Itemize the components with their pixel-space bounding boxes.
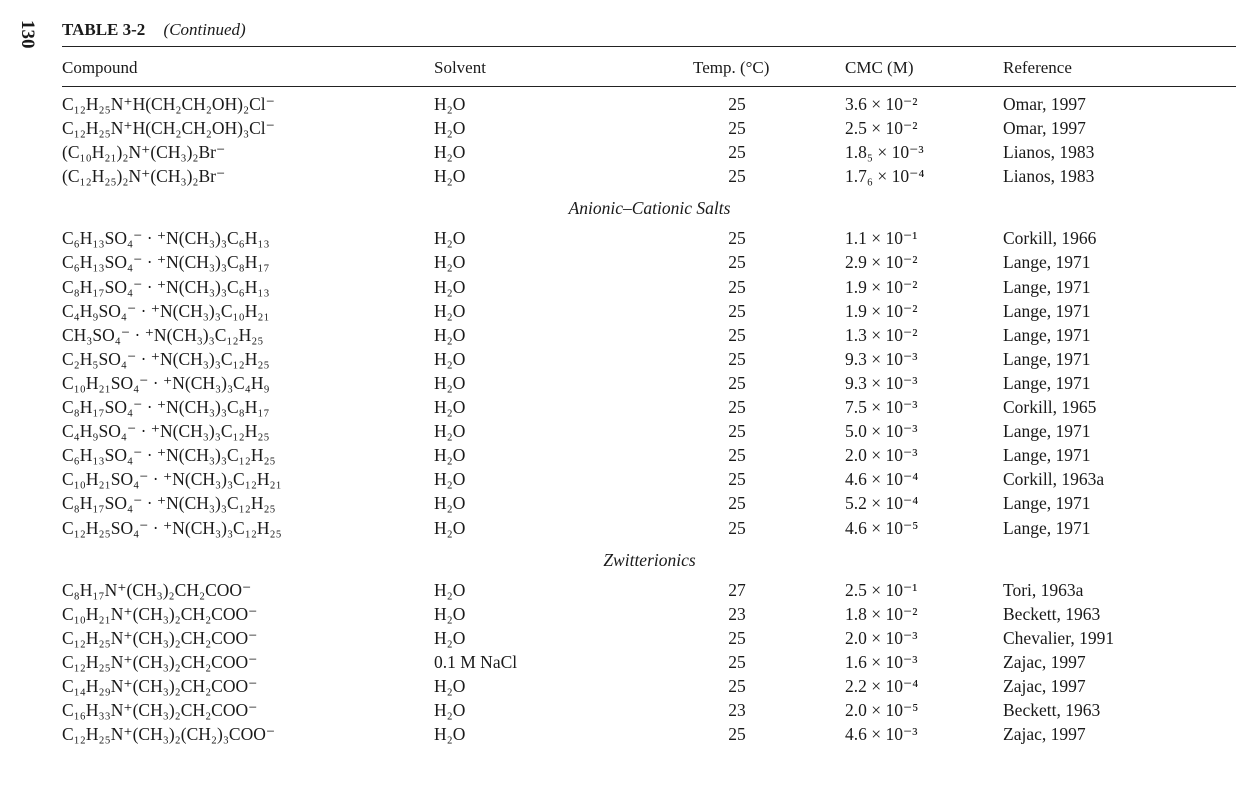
compound-cell: C₁₂H₂₅N⁺H(CH₂CH₂OH)₂Cl⁻	[62, 94, 275, 114]
cmc-cell: 9.3 × 10⁻³	[845, 372, 918, 393]
reference-cell: Lange, 1971	[1003, 276, 1091, 297]
cmc-cell: 2.0 × 10⁻³	[845, 445, 918, 466]
reference-cell: Tori, 1963a	[1003, 579, 1084, 600]
cmc-cell: 4.6 × 10⁻⁵	[845, 517, 919, 538]
solvent-cell: H₂O	[434, 348, 466, 369]
solvent-cell: H₂O	[434, 579, 466, 600]
compound-cell: C₈H₁₇N⁺(CH₃)₂CH₂COO⁻	[62, 579, 252, 600]
compound-cell: C₁₀H₂₁SO₄⁻ · ⁺N(CH₃)₃C₁₂H₂₁	[62, 469, 282, 490]
temp-cell: 25	[728, 166, 746, 187]
cmc-cell: 2.0 × 10⁻³	[845, 627, 918, 648]
table-row	[0, 323, 1259, 347]
table-row	[0, 602, 1259, 626]
compound-cell: C₄H₉SO₄⁻ · ⁺N(CH₃)₃C₁₀H₂₁	[62, 300, 270, 321]
temp-cell: 25	[728, 469, 746, 490]
solvent-cell: H₂O	[434, 118, 466, 139]
table-row	[0, 140, 1259, 164]
compound-cell: C₂H₅SO₄⁻ · ⁺N(CH₃)₃C₁₂H₂₅	[62, 348, 270, 369]
reference-cell: Zajac, 1997	[1003, 651, 1086, 672]
cmc-cell: 1.9 × 10⁻²	[845, 300, 918, 321]
compound-cell: C₆H₁₃SO₄⁻ · ⁺N(CH₃)₃C₁₂H₂₅	[62, 445, 276, 466]
temp-cell: 23	[728, 700, 746, 721]
reference-cell: Lianos, 1983	[1003, 142, 1095, 163]
reference-cell: Lange, 1971	[1003, 300, 1091, 321]
compound-cell: C₈H₁₇SO₄⁻ · ⁺N(CH₃)₃C₈H₁₇	[62, 397, 270, 418]
temp-cell: 25	[728, 724, 746, 745]
temp-cell: 25	[728, 348, 746, 369]
reference-cell: Omar, 1997	[1003, 118, 1086, 139]
temp-cell: 25	[728, 493, 746, 514]
temp-cell: 25	[728, 445, 746, 466]
solvent-cell: 0.1 M NaCl	[434, 651, 518, 672]
header-compound: Compound	[62, 58, 138, 77]
temp-cell: 25	[728, 675, 746, 696]
solvent-cell: H₂O	[434, 603, 466, 624]
solvent-cell: H₂O	[434, 700, 466, 721]
reference-cell: Zajac, 1997	[1003, 724, 1086, 745]
cmc-cell: 2.0 × 10⁻⁵	[845, 700, 919, 721]
table-label: TABLE 3-2	[62, 20, 146, 39]
reference-cell: Corkill, 1965	[1003, 397, 1097, 418]
temp-cell: 25	[728, 372, 746, 393]
reference-cell: Corkill, 1963a	[1003, 469, 1105, 490]
cmc-cell: 5.2 × 10⁻⁴	[845, 493, 919, 514]
cmc-cell: 2.2 × 10⁻⁴	[845, 675, 919, 696]
cmc-cell: 1.9 × 10⁻²	[845, 276, 918, 297]
table-row	[0, 443, 1259, 467]
solvent-cell: H₂O	[434, 252, 466, 273]
reference-cell: Lange, 1971	[1003, 517, 1091, 538]
compound-cell: C₁₂H₂₅N⁺H(CH₂CH₂OH)₃Cl⁻	[62, 118, 275, 139]
solvent-cell: H₂O	[434, 228, 466, 249]
reference-cell: Lange, 1971	[1003, 445, 1091, 466]
solvent-cell: H₂O	[434, 627, 466, 648]
temp-cell: 25	[728, 300, 746, 321]
cmc-cell: 2.5 × 10⁻¹	[845, 579, 918, 600]
reference-cell: Chevalier, 1991	[1003, 627, 1115, 648]
section-title: Zwitterionics	[603, 549, 696, 570]
temp-cell: 25	[728, 142, 746, 163]
compound-cell: C₁₂H₂₅N⁺(CH₃)₂CH₂COO⁻	[62, 651, 258, 672]
cmc-cell: 2.5 × 10⁻²	[845, 118, 918, 139]
cmc-cell: 1.3 × 10⁻²	[845, 324, 918, 345]
solvent-cell: H₂O	[434, 300, 466, 321]
solvent-cell: H₂O	[434, 493, 466, 514]
table-row	[0, 116, 1259, 140]
table-row	[0, 250, 1259, 274]
cmc-cell: 3.6 × 10⁻²	[845, 94, 918, 114]
temp-cell: 25	[728, 94, 746, 114]
cmc-cell: 4.6 × 10⁻³	[845, 724, 918, 745]
reference-cell: Beckett, 1963	[1003, 700, 1101, 721]
table-row	[0, 626, 1259, 650]
cmc-cell: 2.9 × 10⁻²	[845, 252, 918, 273]
table-row	[0, 578, 1259, 602]
section-heading	[0, 188, 1259, 226]
table-row	[0, 698, 1259, 722]
compound-cell: C₁₂H₂₅N⁺(CH₃)₂(CH₂)₃COO⁻	[62, 724, 276, 745]
reference-cell: Lianos, 1983	[1003, 166, 1095, 187]
solvent-cell: H₂O	[434, 142, 466, 163]
table-continued: (Continued)	[163, 20, 246, 39]
reference-cell: Lange, 1971	[1003, 372, 1091, 393]
compound-cell: C₄H₉SO₄⁻ · ⁺N(CH₃)₃C₁₂H₂₅	[62, 421, 270, 442]
temp-cell: 25	[728, 421, 746, 442]
reference-cell: Lange, 1971	[1003, 324, 1091, 345]
table-row	[0, 371, 1259, 395]
temp-cell: 25	[728, 324, 746, 345]
solvent-cell: H₂O	[434, 421, 466, 442]
temp-cell: 27	[728, 579, 746, 600]
compound-cell: (C₁₀H₂₁)₂N⁺(CH₃)₂Br⁻	[62, 142, 226, 163]
reference-cell: Corkill, 1966	[1003, 228, 1097, 249]
table-row	[0, 299, 1259, 323]
table-row	[0, 419, 1259, 443]
page-number: 130	[17, 20, 38, 49]
temp-cell: 23	[728, 603, 746, 624]
table-body	[0, 92, 1259, 746]
table-row	[0, 347, 1259, 371]
cmc-cell: 4.6 × 10⁻⁴	[845, 469, 919, 490]
solvent-cell: H₂O	[434, 517, 466, 538]
reference-cell: Lange, 1971	[1003, 252, 1091, 273]
reference-cell: Omar, 1997	[1003, 94, 1086, 114]
compound-cell: C₆H₁₃SO₄⁻ · ⁺N(CH₃)₃C₆H₁₃	[62, 228, 270, 249]
temp-cell: 25	[728, 627, 746, 648]
compound-cell: C₁₄H₂₉N⁺(CH₃)₂CH₂COO⁻	[62, 675, 258, 696]
solvent-cell: H₂O	[434, 324, 466, 345]
table-row	[0, 92, 1259, 116]
table-row	[0, 650, 1259, 674]
compound-cell: C₁₂H₂₅N⁺(CH₃)₂CH₂COO⁻	[62, 627, 258, 648]
cmc-cell: 7.5 × 10⁻³	[845, 397, 918, 418]
table-row	[0, 516, 1259, 540]
compound-cell: CH₃SO₄⁻ · ⁺N(CH₃)₃C₁₂H₂₅	[62, 324, 264, 345]
temp-cell: 25	[728, 276, 746, 297]
cmc-cell: 9.3 × 10⁻³	[845, 348, 918, 369]
compound-cell: C₈H₁₇SO₄⁻ · ⁺N(CH₃)₃C₁₂H₂₅	[62, 493, 276, 514]
table-row	[0, 467, 1259, 491]
reference-cell: Lange, 1971	[1003, 421, 1091, 442]
cmc-cell: 1.7₆ × 10⁻⁴	[845, 166, 925, 187]
compound-cell: C₁₀H₂₁N⁺(CH₃)₂CH₂COO⁻	[62, 603, 258, 624]
cmc-cell: 1.1 × 10⁻¹	[845, 228, 918, 249]
compound-cell: C₁₆H₃₃N⁺(CH₃)₂CH₂COO⁻	[62, 700, 258, 721]
cmc-cell: 5.0 × 10⁻³	[845, 421, 918, 442]
cmc-cell: 1.6 × 10⁻³	[845, 651, 918, 672]
header-cmc: CMC (M)	[845, 58, 914, 77]
header-rule	[62, 86, 1236, 87]
temp-cell: 25	[728, 252, 746, 273]
solvent-cell: H₂O	[434, 469, 466, 490]
cmc-cell: 1.8 × 10⁻²	[845, 603, 918, 624]
table-row	[0, 226, 1259, 250]
solvent-cell: H₂O	[434, 445, 466, 466]
reference-cell: Zajac, 1997	[1003, 675, 1086, 696]
table-row	[0, 395, 1259, 419]
top-rule	[62, 46, 1236, 47]
solvent-cell: H₂O	[434, 372, 466, 393]
compound-cell: C₁₀H₂₁SO₄⁻ · ⁺N(CH₃)₃C₄H₉	[62, 372, 270, 393]
table-row	[0, 275, 1259, 299]
temp-cell: 25	[728, 228, 746, 249]
header-temp: Temp. (°C)	[693, 58, 770, 77]
compound-cell: C₆H₁₃SO₄⁻ · ⁺N(CH₃)₃C₈H₁₇	[62, 252, 270, 273]
section-title: Anionic–Cationic Salts	[568, 198, 731, 219]
reference-cell: Lange, 1971	[1003, 493, 1091, 514]
solvent-cell: H₂O	[434, 94, 466, 114]
cmc-cell: 1.8₅ × 10⁻³	[845, 142, 924, 163]
section-heading	[0, 540, 1259, 578]
solvent-cell: H₂O	[434, 397, 466, 418]
table-row	[0, 164, 1259, 188]
solvent-cell: H₂O	[434, 166, 466, 187]
compound-cell: C₁₂H₂₅SO₄⁻ · ⁺N(CH₃)₃C₁₂H₂₅	[62, 517, 282, 538]
compound-cell: C₈H₁₇SO₄⁻ · ⁺N(CH₃)₃C₆H₁₃	[62, 276, 270, 297]
solvent-cell: H₂O	[434, 675, 466, 696]
header-solvent: Solvent	[434, 58, 486, 77]
solvent-cell: H₂O	[434, 276, 466, 297]
solvent-cell: H₂O	[434, 724, 466, 745]
table-row	[0, 491, 1259, 515]
table-row	[0, 674, 1259, 698]
reference-cell: Beckett, 1963	[1003, 603, 1101, 624]
temp-cell: 25	[728, 517, 746, 538]
header-reference: Reference	[1003, 58, 1072, 77]
temp-cell: 25	[728, 651, 746, 672]
table-caption	[62, 20, 246, 40]
temp-cell: 25	[728, 118, 746, 139]
temp-cell: 25	[728, 397, 746, 418]
reference-cell: Lange, 1971	[1003, 348, 1091, 369]
table-row	[0, 722, 1259, 746]
compound-cell: (C₁₂H₂₅)₂N⁺(CH₃)₂Br⁻	[62, 166, 226, 187]
